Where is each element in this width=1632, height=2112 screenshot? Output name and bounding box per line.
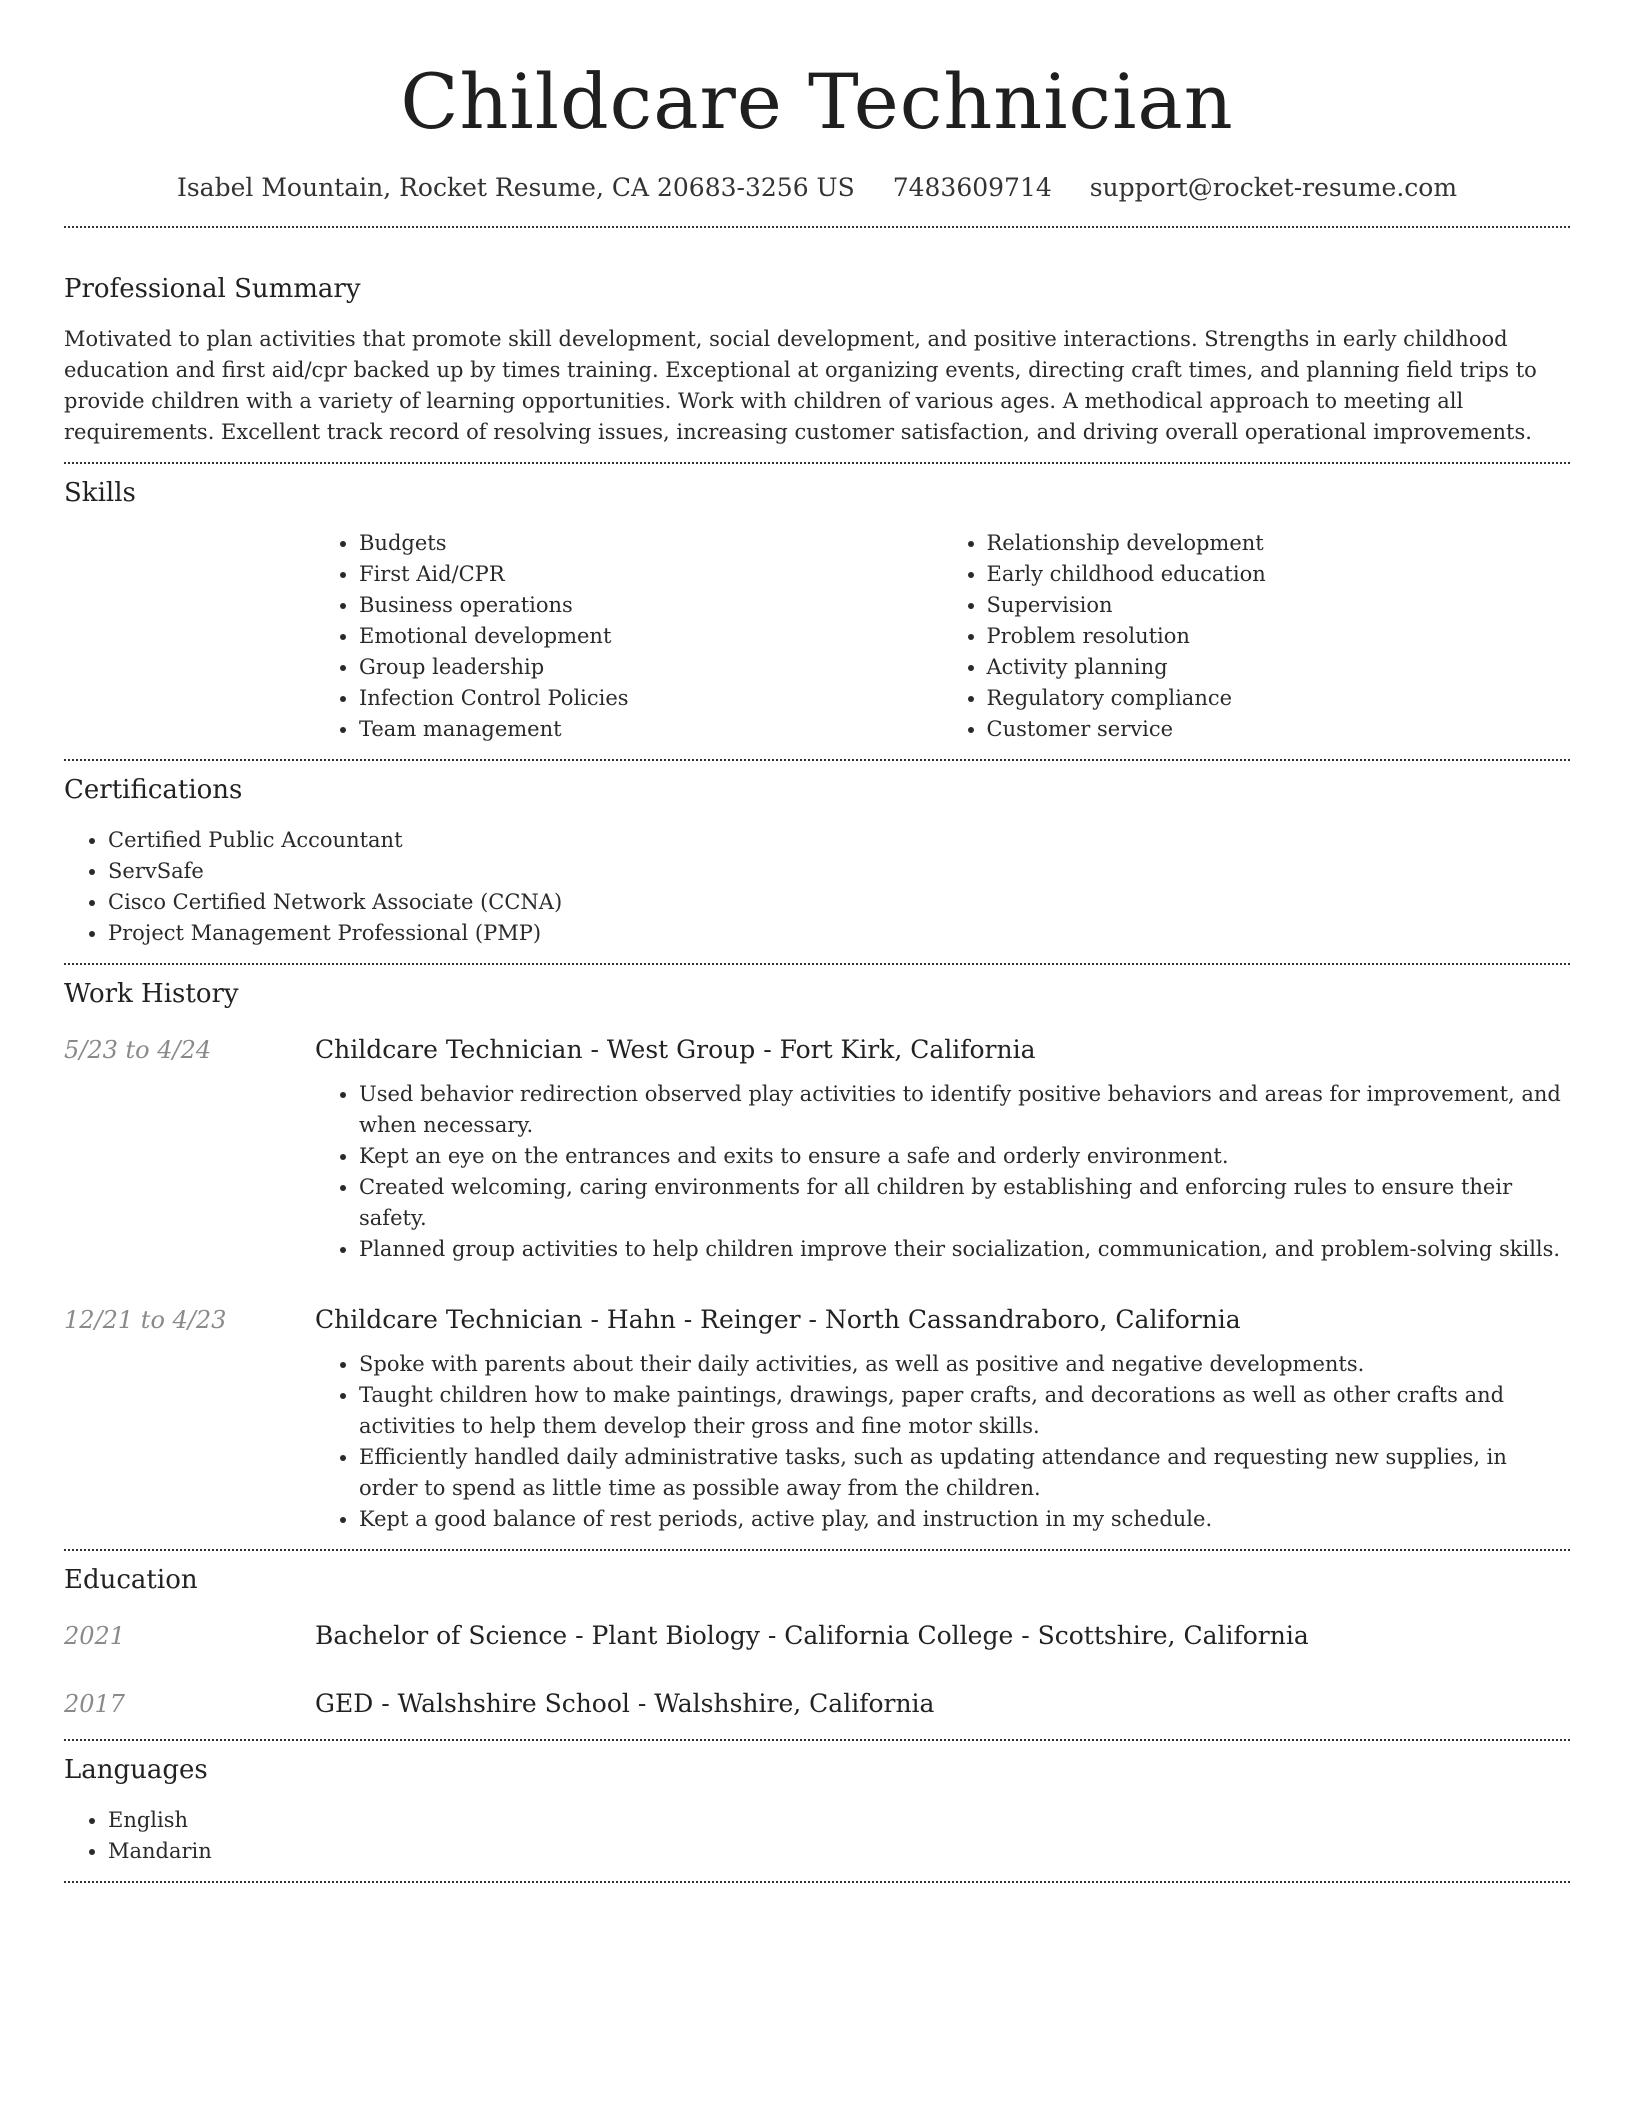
job-entry — [64, 1303, 1570, 1535]
skill-item: • Infection Control Policies — [359, 683, 943, 714]
education-entry — [64, 1687, 1570, 1721]
job-bullet: • Used behavior redirection observed play activities to identify positive behaviors and areas for improvement, and when necessary. — [359, 1079, 1570, 1141]
divider — [64, 462, 1570, 464]
job-body — [315, 1033, 1570, 1265]
certification-item: • Project Management Professional (PMP) — [108, 918, 1570, 949]
skills-columns — [315, 528, 1570, 745]
section-certifications — [64, 773, 1570, 949]
certification-item: • ServSafe — [108, 856, 1570, 887]
divider — [64, 759, 1570, 761]
section-education — [64, 1563, 1570, 1721]
education-text: GED - Walshshire School - Walshshire, California — [315, 1689, 935, 1718]
resume-page — [64, 0, 1570, 1883]
skill-item: • Business operations — [359, 590, 943, 621]
certification-item: • Certified Public Accountant — [108, 825, 1570, 856]
contact-phone: 7483609714 — [892, 173, 1052, 202]
skill-item: • Customer service — [987, 714, 1571, 745]
skills-list-right — [943, 528, 1571, 745]
job-title: Childcare Technician - West Group - Fort Kirk, California — [315, 1035, 1036, 1064]
section-work-history — [64, 977, 1570, 1535]
job-bullet: • Kept a good balance of rest periods, active play, and instruction in my schedule. — [359, 1504, 1570, 1535]
job-body — [315, 1303, 1570, 1535]
job-title: Childcare Technician - Hahn - Reinger - North Cassandraboro, California — [315, 1305, 1241, 1334]
skill-item: • First Aid/CPR — [359, 559, 943, 590]
job-bullets — [315, 1079, 1570, 1265]
section-summary — [64, 272, 1570, 448]
job-dates: 12/21 to 4/23 — [64, 1306, 227, 1334]
job-bullet: • Planned group activities to help children improve their socialization, communication, and problem-solving skills. — [359, 1234, 1570, 1265]
job-entry — [64, 1033, 1570, 1265]
languages-title: Languages — [64, 1755, 208, 1785]
skill-item: • Budgets — [359, 528, 943, 559]
education-title: Education — [64, 1565, 198, 1595]
divider — [64, 1739, 1570, 1741]
resume-name: Childcare Technician — [400, 57, 1234, 146]
language-item: • English — [108, 1805, 1570, 1836]
job-bullet: • Taught children how to make paintings, drawings, paper crafts, and decorations as well as other crafts and activities to help them develop their gross and fine motor skills. — [359, 1380, 1570, 1442]
skill-item: • Relationship development — [987, 528, 1571, 559]
education-year: 2021 — [64, 1622, 126, 1650]
contact-email: support@rocket-resume.com — [1089, 173, 1458, 202]
section-skills — [64, 476, 1570, 745]
skill-item: • Activity planning — [987, 652, 1571, 683]
divider — [64, 963, 1570, 965]
skill-item: • Supervision — [987, 590, 1571, 621]
skill-item: • Problem resolution — [987, 621, 1571, 652]
divider — [64, 1549, 1570, 1551]
language-item: • Mandarin — [108, 1836, 1570, 1867]
job-bullet: • Kept an eye on the entrances and exits to ensure a safe and orderly environment. — [359, 1141, 1570, 1172]
education-year: 2017 — [64, 1690, 126, 1718]
skill-item: • Emotional development — [359, 621, 943, 652]
summary-title: Professional Summary — [64, 274, 361, 304]
certifications-title: Certifications — [64, 775, 243, 805]
job-bullet: • Efficiently handled daily administrative tasks, such as updating attendance and requesting new supplies, in order to spend as little time as possible away from the children. — [359, 1442, 1570, 1504]
job-bullets — [315, 1349, 1570, 1535]
education-entry — [64, 1619, 1570, 1653]
divider — [64, 1881, 1570, 1883]
certification-item: • Cisco Certified Network Associate (CCNA) — [108, 887, 1570, 918]
education-text: Bachelor of Science - Plant Biology - California College - Scottshire, California — [315, 1621, 1309, 1650]
certifications-list — [64, 825, 1570, 949]
languages-list — [64, 1805, 1570, 1867]
skills-list-left — [315, 528, 943, 745]
contact-address: Isabel Mountain, Rocket Resume, CA 20683-3256 US — [176, 173, 855, 202]
work-history-title: Work History — [64, 979, 239, 1009]
job-bullet: • Spoke with parents about their daily activities, as well as positive and negative developments. — [359, 1349, 1570, 1380]
contact-line — [64, 170, 1570, 206]
job-dates: 5/23 to 4/24 — [64, 1036, 212, 1064]
skill-item: • Early childhood education — [987, 559, 1571, 590]
skill-item: • Group leadership — [359, 652, 943, 683]
skill-item: • Regulatory compliance — [987, 683, 1571, 714]
skill-item: • Team management — [359, 714, 943, 745]
divider — [64, 226, 1570, 228]
job-bullet: • Created welcoming, caring environments for all children by establishing and enforcing rules to ensure their safety. — [359, 1172, 1570, 1234]
summary-text: Motivated to plan activities that promote skill development, social development, and positive interactions. Strengths in early childhood education and first aid/cpr backed up by times training. Exceptional at organizing events, directing craft times, and planning field trips to provide children with a variety of learning opportunities. Work with children of various ages. A methodical approach to meeting all requirements. Excellent track record of resolving issues, increasing customer satisfaction, and driving overall operational improvements. — [64, 327, 1537, 444]
section-languages — [64, 1753, 1570, 1867]
skills-title: Skills — [64, 478, 136, 508]
